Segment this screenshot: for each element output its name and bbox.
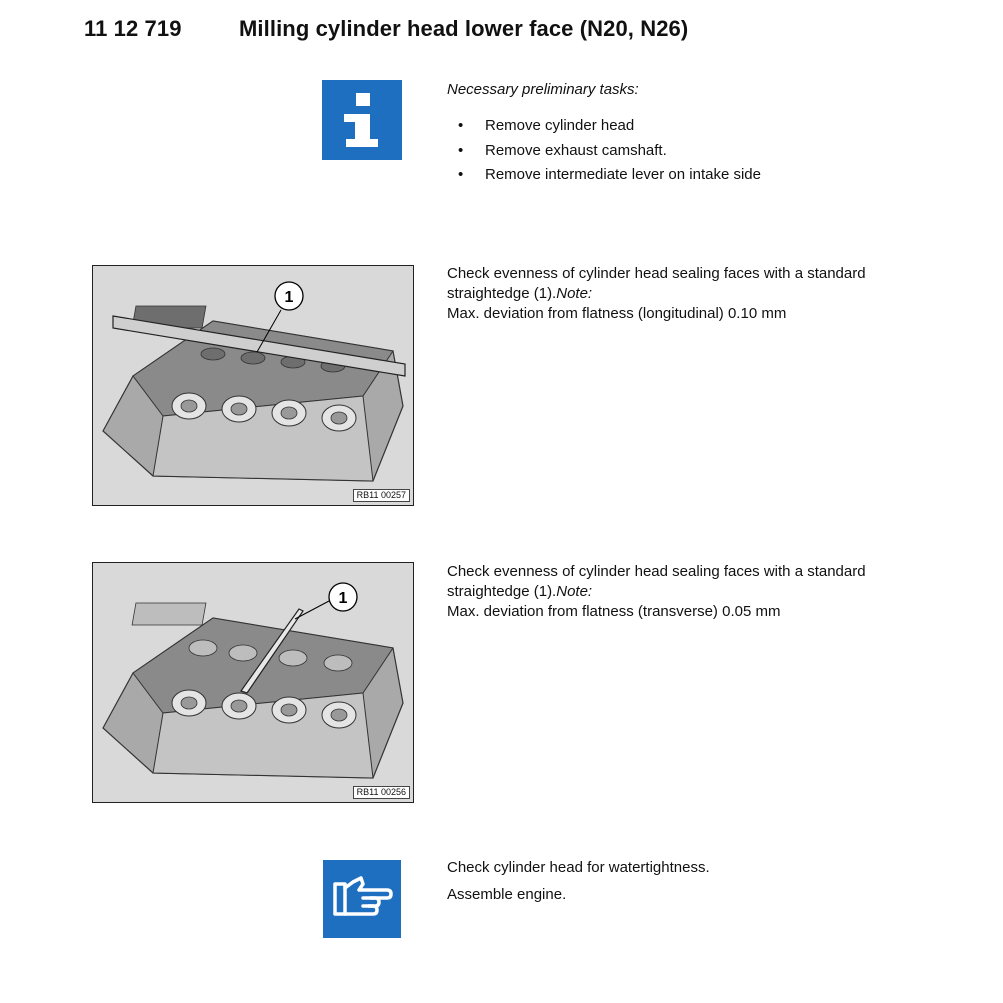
final-step-1: Check cylinder head for watertightness. <box>447 859 710 876</box>
final-step-2: Assemble engine. <box>447 886 567 903</box>
pointing-hand-icon <box>323 860 401 938</box>
cylinder-head-illustration <box>93 563 413 802</box>
callout-number: 1 <box>284 289 294 306</box>
info-icon <box>322 80 402 160</box>
bullet-icon: • <box>458 141 464 159</box>
step-2-text: Check evenness of cylinder head sealing faces with a standard straightedge (1).Note: Max. deviation from flatness (transverse) 0.05 mm <box>447 563 866 620</box>
page-title: Milling cylinder head lower face (N20, N26) <box>239 16 689 41</box>
step-1-text: Check evenness of cylinder head sealing faces with a standard straightedge (1).Note: Max. deviation from flatness (longitudinal) 0.10 mm <box>447 265 866 322</box>
list-item: • Remove cylinder head <box>458 117 635 134</box>
preliminary-heading: Necessary preliminary tasks: <box>447 81 639 98</box>
list-item: • Remove exhaust camshaft. <box>458 141 667 159</box>
preliminary-list <box>447 116 761 190</box>
figure-label: RB11 00256 <box>353 786 410 799</box>
list-item: • Remove intermediate lever on intake side <box>458 166 761 183</box>
figure-label: RB11 00257 <box>353 489 410 502</box>
cylinder-head-illustration <box>93 266 413 505</box>
figure-transverse-check <box>92 562 414 803</box>
bullet-icon: • <box>458 166 464 183</box>
section-code: 11 12 719 <box>84 16 182 41</box>
bullet-icon: • <box>458 117 464 134</box>
callout-number: 1 <box>338 590 348 607</box>
figure-longitudinal-check <box>92 265 414 506</box>
